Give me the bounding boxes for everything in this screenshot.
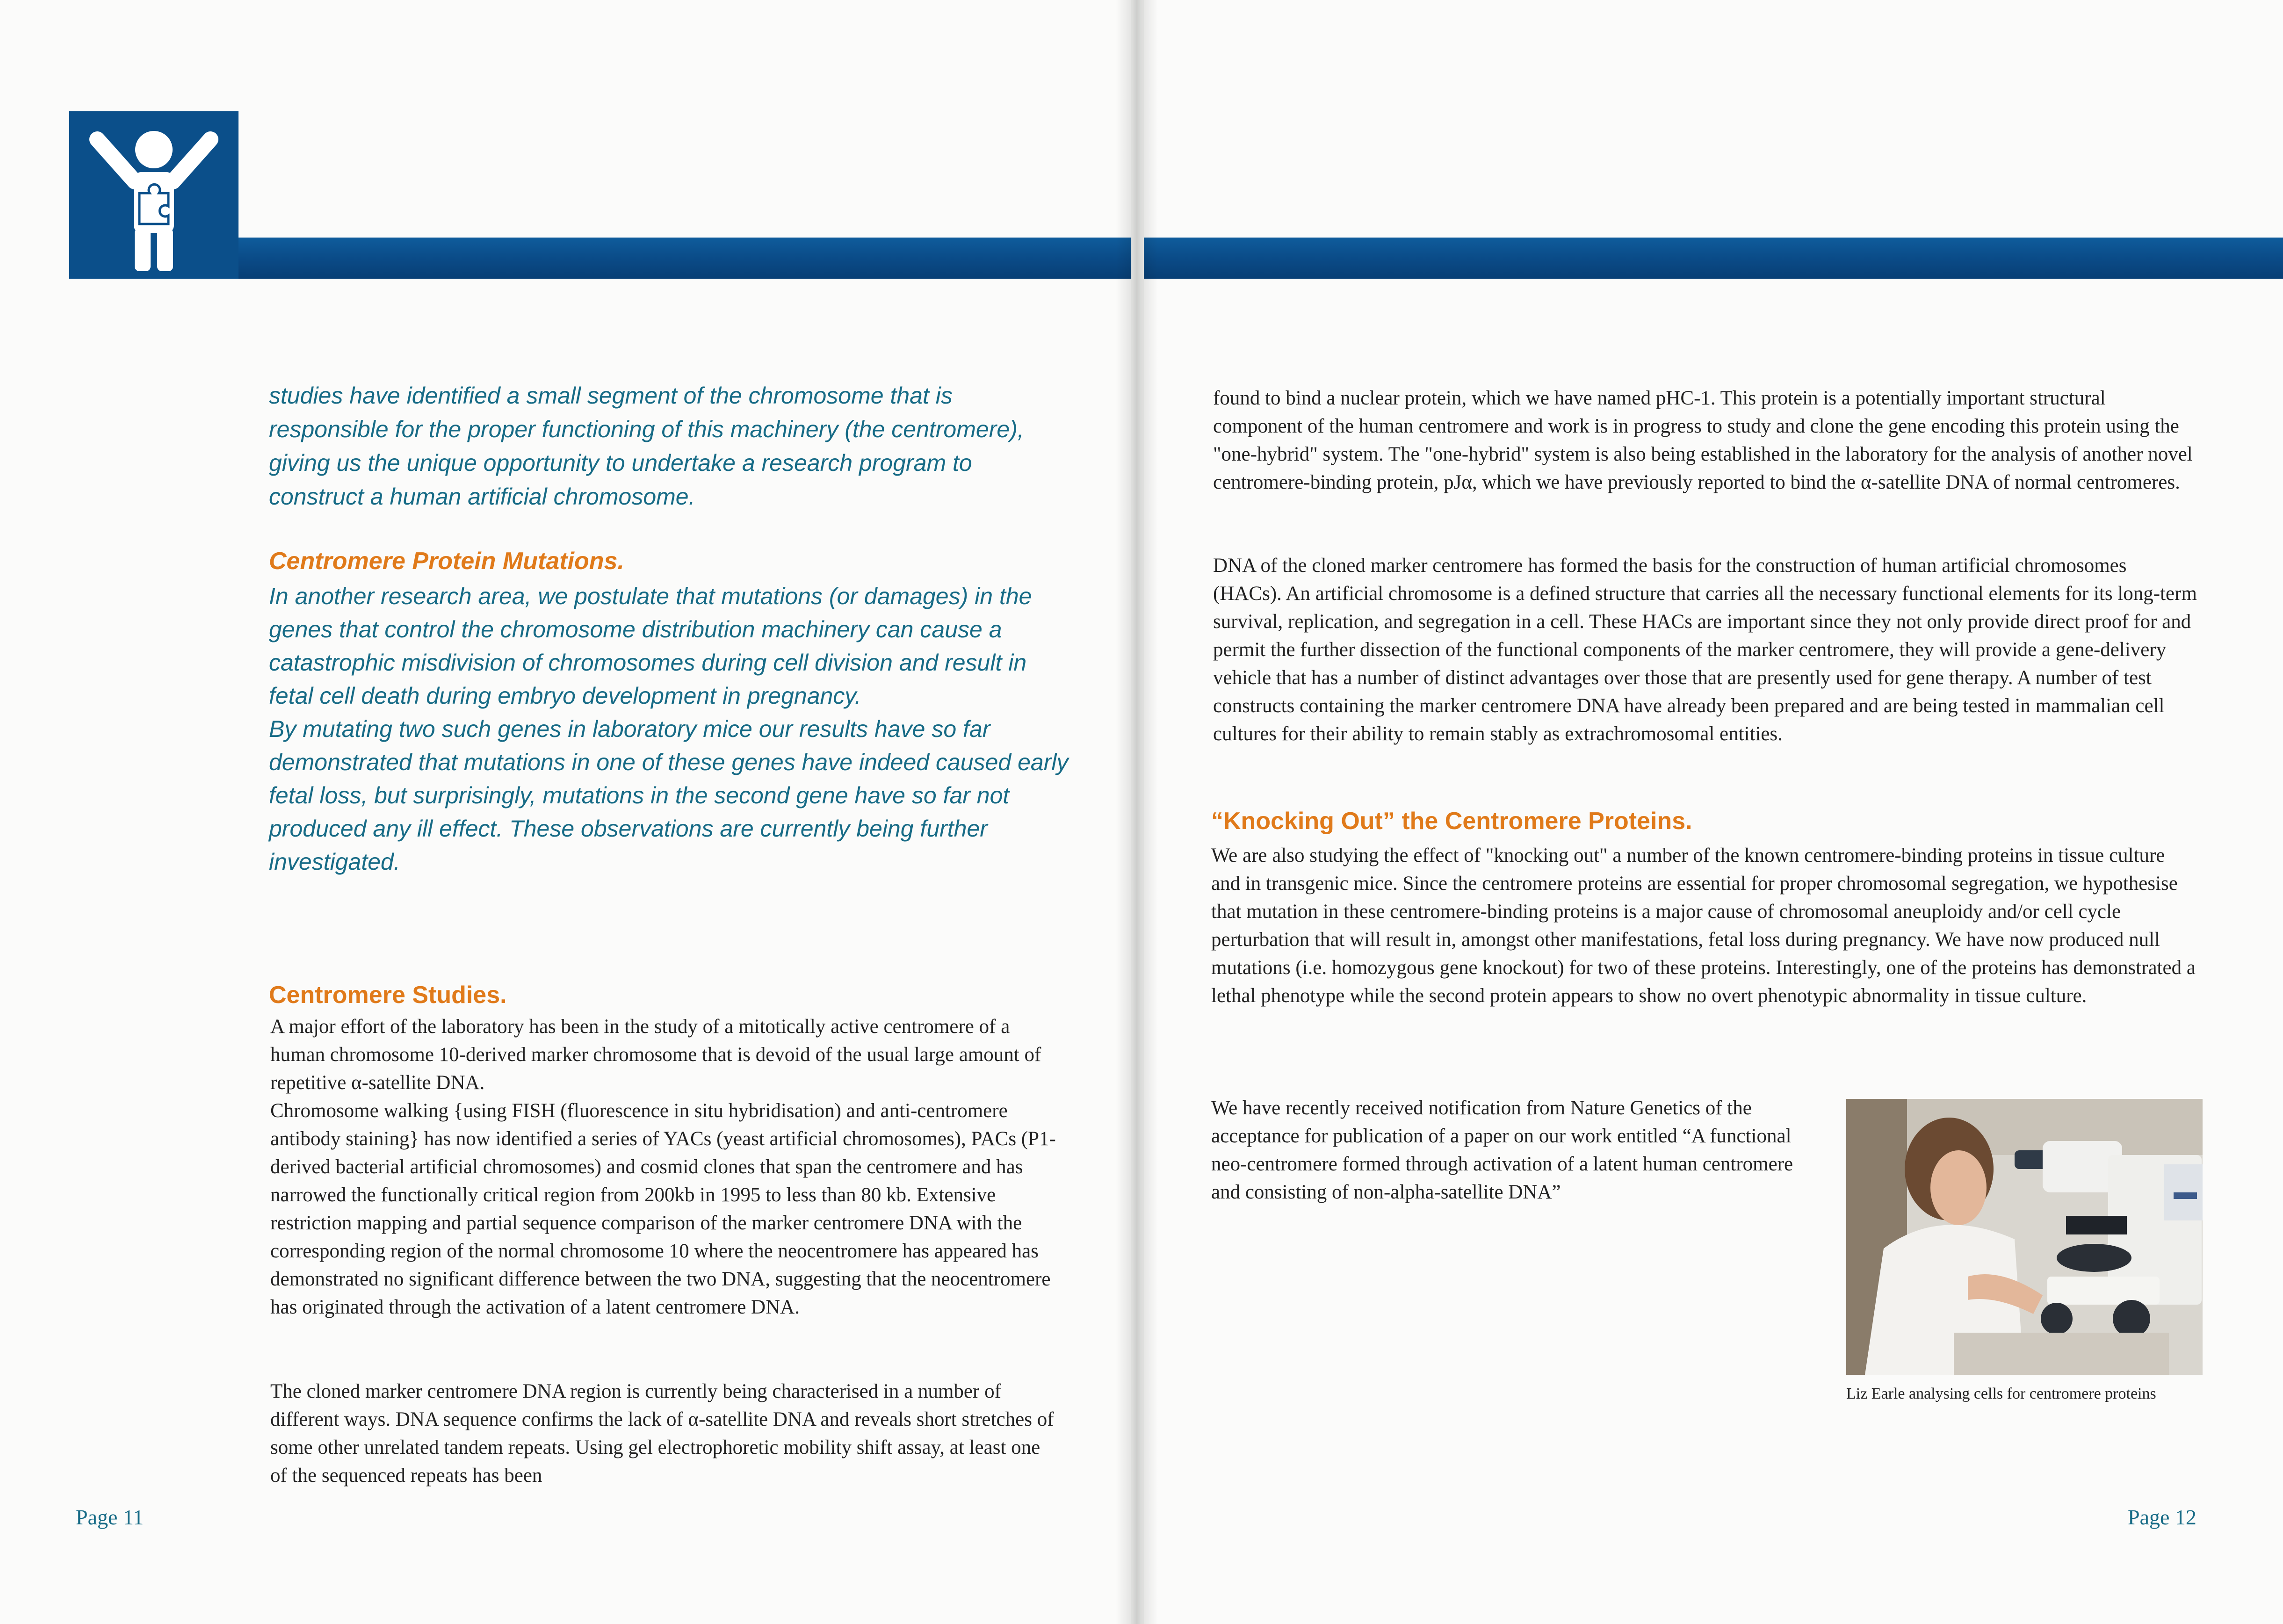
intro-paragraph: studies have identified a small segment of the chromosome that is responsible for the proper functioning of this machinery (the centromere), giving us the unique opportunity to undertake a research program to construct a human artificial chromosome. (269, 383, 1024, 510)
header-band-right (1144, 238, 2283, 279)
lab-microscope-photo (1846, 1099, 2203, 1375)
right-paragraph-4: We have recently received notification from Nature Genetics of the acceptance for publication of a paper on our work entitled “A functional neo-centromere formed through activation of a latent human centromere and consisting of non-alpha-satellite DNA” (1211, 1097, 1793, 1203)
mutations-heading: Centromere Protein Mutations. (269, 548, 624, 575)
page-number-right: Page 12 (2128, 1505, 2196, 1529)
page-number-left: Page 11 (76, 1505, 144, 1529)
photo-caption: Liz Earle analysing cells for centromere proteins (1846, 1385, 2156, 1402)
book-gutter (1116, 0, 1158, 1624)
figure-with-puzzle-piece-logo (69, 111, 238, 279)
right-paragraph-1: found to bind a nuclear protein, which we have named pHC-1. This protein is a potentially important structural component of the human centromere and work is in progress to study and clone the gene encoding this protein using the "one-hybrid" system. The "one-hybrid" system is also being established in the laboratory for the analysis of another novel centromere-binding protein, pJα, which we have previously reported to bind the α-satellite DNA of normal centromeres. (1213, 387, 2193, 493)
mutations-paragraph-1: In another research area, we postulate that mutations (or damages) in the genes that control the chromosome distribution machinery can cause a catastrophic misdivision of chromosomes during cell division and result in fetal cell death during embryo development in pregnancy. (269, 583, 1032, 709)
mutations-paragraph-2: By mutating two such genes in laboratory mice our results have so far demonstrated that mutations in one of these genes have indeed caused early fetal loss, but surprisingly, mutations in the second gene have so far not produced any ill effect. These observations are currently being further investigated. (269, 716, 1069, 875)
mutations-body (269, 580, 1073, 879)
studies-paragraph-1: A major effort of the laboratory has been in the study of a mitotically active centromere of a human chromosome 10-derived marker chromosome that is devoid of the usual large amount of repetitive α-satellite DNA. (270, 1016, 1041, 1094)
right-paragraph-2: DNA of the cloned marker centromere has formed the basis for the construction of human artificial chromosomes (HACs). An artificial chromosome is a defined structure that carries all the necessary functional elements for its long-term survival, replication, and segregation in a cell. These HACs are important since they not only provide direct proof for and permit the further dissection of the functional components of the marker centromere, they will provide a gene-delivery vehicle that has a number of distinct advantages over those that are presently used for gene therapy. A number of test constructs containing the marker centromere DNA have already been prepared and are being tested in mammalian cell cultures for their ability to remain stably as extrachromosomal entities. (1213, 555, 2197, 745)
knocking-out-heading: “Knocking Out” the Centromere Proteins. (1211, 808, 1692, 835)
studies-paragraph-3: The cloned marker centromere DNA region is currently being characterised in a number of different ways. DNA sequence confirms the lack of α-satellite DNA and reveals short stretches of some other unrelated tandem repeats. Using gel electrophoretic mobility shift assay, at least one of the sequenced repeats has been (270, 1380, 1054, 1487)
right-paragraph-3: We are also studying the effect of "knocking out" a number of the known centromere-binding proteins in tissue culture and in transgenic mice. Since the centromere proteins are essential for proper chromosomal segregation, we hypothesise that mutation in these centromere-binding proteins is a major cause of chromosomal aneuploidy and/or cell cycle perturbation that will result in, amongst other manifestations, fetal loss during pregnancy. We have now produced null mutations (i.e. homozygous gene knockout) for two of these proteins. Interestingly, one of the proteins has demonstrated a lethal phenotype while the second protein appears to show no overt phenotypic abnormality in tissue culture. (1211, 844, 2196, 1007)
centromere-studies-body (270, 1013, 1061, 1321)
studies-paragraph-2: Chromosome walking {using FISH (fluorescence in situ hybridisation) and anti-centromere antibody staining} has now identified a series of YACs (yeast artificial chromosomes), PACs (P1-derived bacterial artificial chromosomes) and cosmid clones that span the centromere and has narrowed the functionally critical region from 200kb in 1995 to less than 80 kb. Extensive restriction mapping and partial sequence comparison of the marker centromere DNA with the corresponding region of the normal chromosome 10 where the neocentromere has appeared has demonstrated no significant difference between the two DNA, suggesting that the neocentromere has originated through the activation of a latent centromere DNA. (270, 1100, 1056, 1318)
centromere-studies-heading: Centromere Studies. (269, 982, 507, 1009)
